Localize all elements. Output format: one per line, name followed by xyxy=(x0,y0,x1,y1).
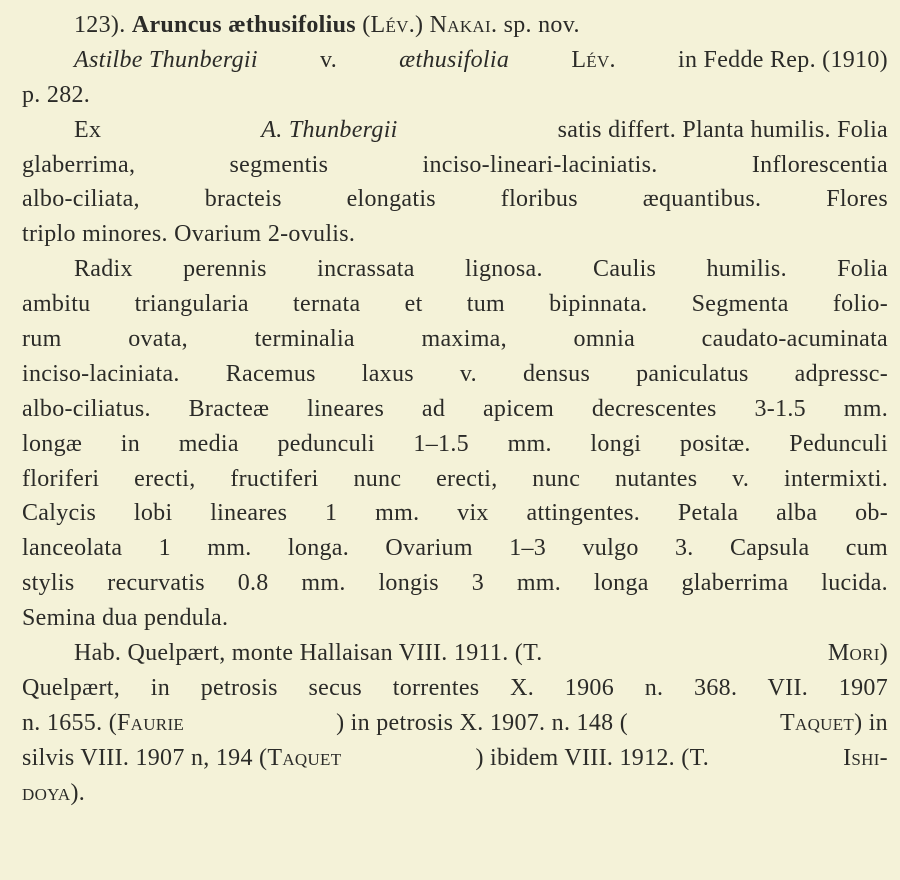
habitat-line-5: doya). xyxy=(22,779,86,806)
collector-faurie: Faurie xyxy=(117,709,185,736)
description-line: ambitu triangularia ternata et tum bipinnata. Segmenta folio- xyxy=(22,291,888,318)
description-line: inciso-laciniata. Racemus laxus v. densus paniculatus adpressc- xyxy=(22,360,888,387)
synonym-author: Lév. xyxy=(571,46,616,73)
synonym-variety: æthusifolia xyxy=(399,46,510,73)
species-number: 123). xyxy=(74,12,126,38)
species-status: sp. nov. xyxy=(503,12,580,38)
synonym-page-line xyxy=(22,78,888,113)
synonym-line: Astilbe Thunbergii v. æthusifolia Lév. in Fedde Rep. (1910) xyxy=(22,43,888,78)
diagnosis-line-4: triplo minores. Ovarium 2-ovulis. xyxy=(22,221,356,248)
description-line: stylis recurvatis 0.8 mm. longis 3 mm. longa glaberrima lucida. xyxy=(22,570,888,597)
collector-taquet: Taquet xyxy=(780,709,855,736)
description-line: longæ in media pedunculi 1–1.5 mm. longi positæ. Pedunculi xyxy=(22,430,888,457)
habitat-line-4: silvis VIII. 1907 n, 194 (Taquet ) ibidem VIII. 1912. (T. Ishi- xyxy=(22,741,888,776)
description-line: Calycis lobi lineares 1 mm. vix attingentes. Petala alba ob- xyxy=(22,500,888,527)
habitat-line-2: Quelpært, in petrosis secus torrentes X. 1906 n. 368. VII. 1907 xyxy=(22,674,888,701)
habitat-line-3: n. 1655. (Faurie ) in petrosis X. 1907. n. 148 ( Taquet) in xyxy=(22,709,888,736)
description-line: lanceolata 1 mm. longa. Ovarium 1–3 vulgo 3. Capsula cum xyxy=(22,535,888,562)
diagnosis-line-2: glaberrima, segmentis inciso-lineari-laciniatis. Inflorescentia xyxy=(22,151,888,178)
species-heading: 123). Aruncus æthusifolius ( Lév. ) Nakai. sp. nov. xyxy=(22,8,888,43)
collector-ishidoya-end: doya xyxy=(22,779,71,806)
description-line: rum ovata, terminalia maxima, omnia caudato-acuminata xyxy=(22,326,888,353)
diagnosis-line-1: Ex A. Thunbergii satis differt. Planta humilis. Folia xyxy=(22,113,888,148)
diagnosis-line-3: albo-ciliata, bracteis elongatis floribus æquantibus. Flores xyxy=(22,186,888,213)
synonym-page: p. 282. xyxy=(22,81,91,108)
description-line: albo-ciliatus. Bracteæ lineares ad apicem decrescentes 3-1.5 mm. xyxy=(22,395,888,422)
synonym-citation: in Fedde Rep. (1910) xyxy=(677,46,888,73)
species-name: Aruncus æthusifolius xyxy=(131,12,356,38)
synonym-name: Astilbe Thunbergii xyxy=(74,46,258,73)
author-nakai: Nakai. xyxy=(429,12,498,38)
collector-taquet: Taquet xyxy=(267,744,342,771)
description-line: Semina dua pendula. xyxy=(22,605,229,632)
compare-species: A. Thunbergii xyxy=(261,116,398,143)
habitat-line-1: Hab. Quelpært, monte Hallaisan VIII. 1911. (T. Mori) xyxy=(74,640,888,667)
author-lev: Lév. xyxy=(370,12,416,38)
species-entry xyxy=(22,8,888,810)
description-line: Radix perennis incrassata lignosa. Caulis humilis. Folia xyxy=(74,256,888,283)
description-line: floriferi erecti, fructiferi nunc erecti, nunc nutantes v. intermixti. xyxy=(22,465,888,492)
collector-ishidoya: Ishi- xyxy=(843,744,888,771)
collector-mori: Mori xyxy=(827,640,880,667)
